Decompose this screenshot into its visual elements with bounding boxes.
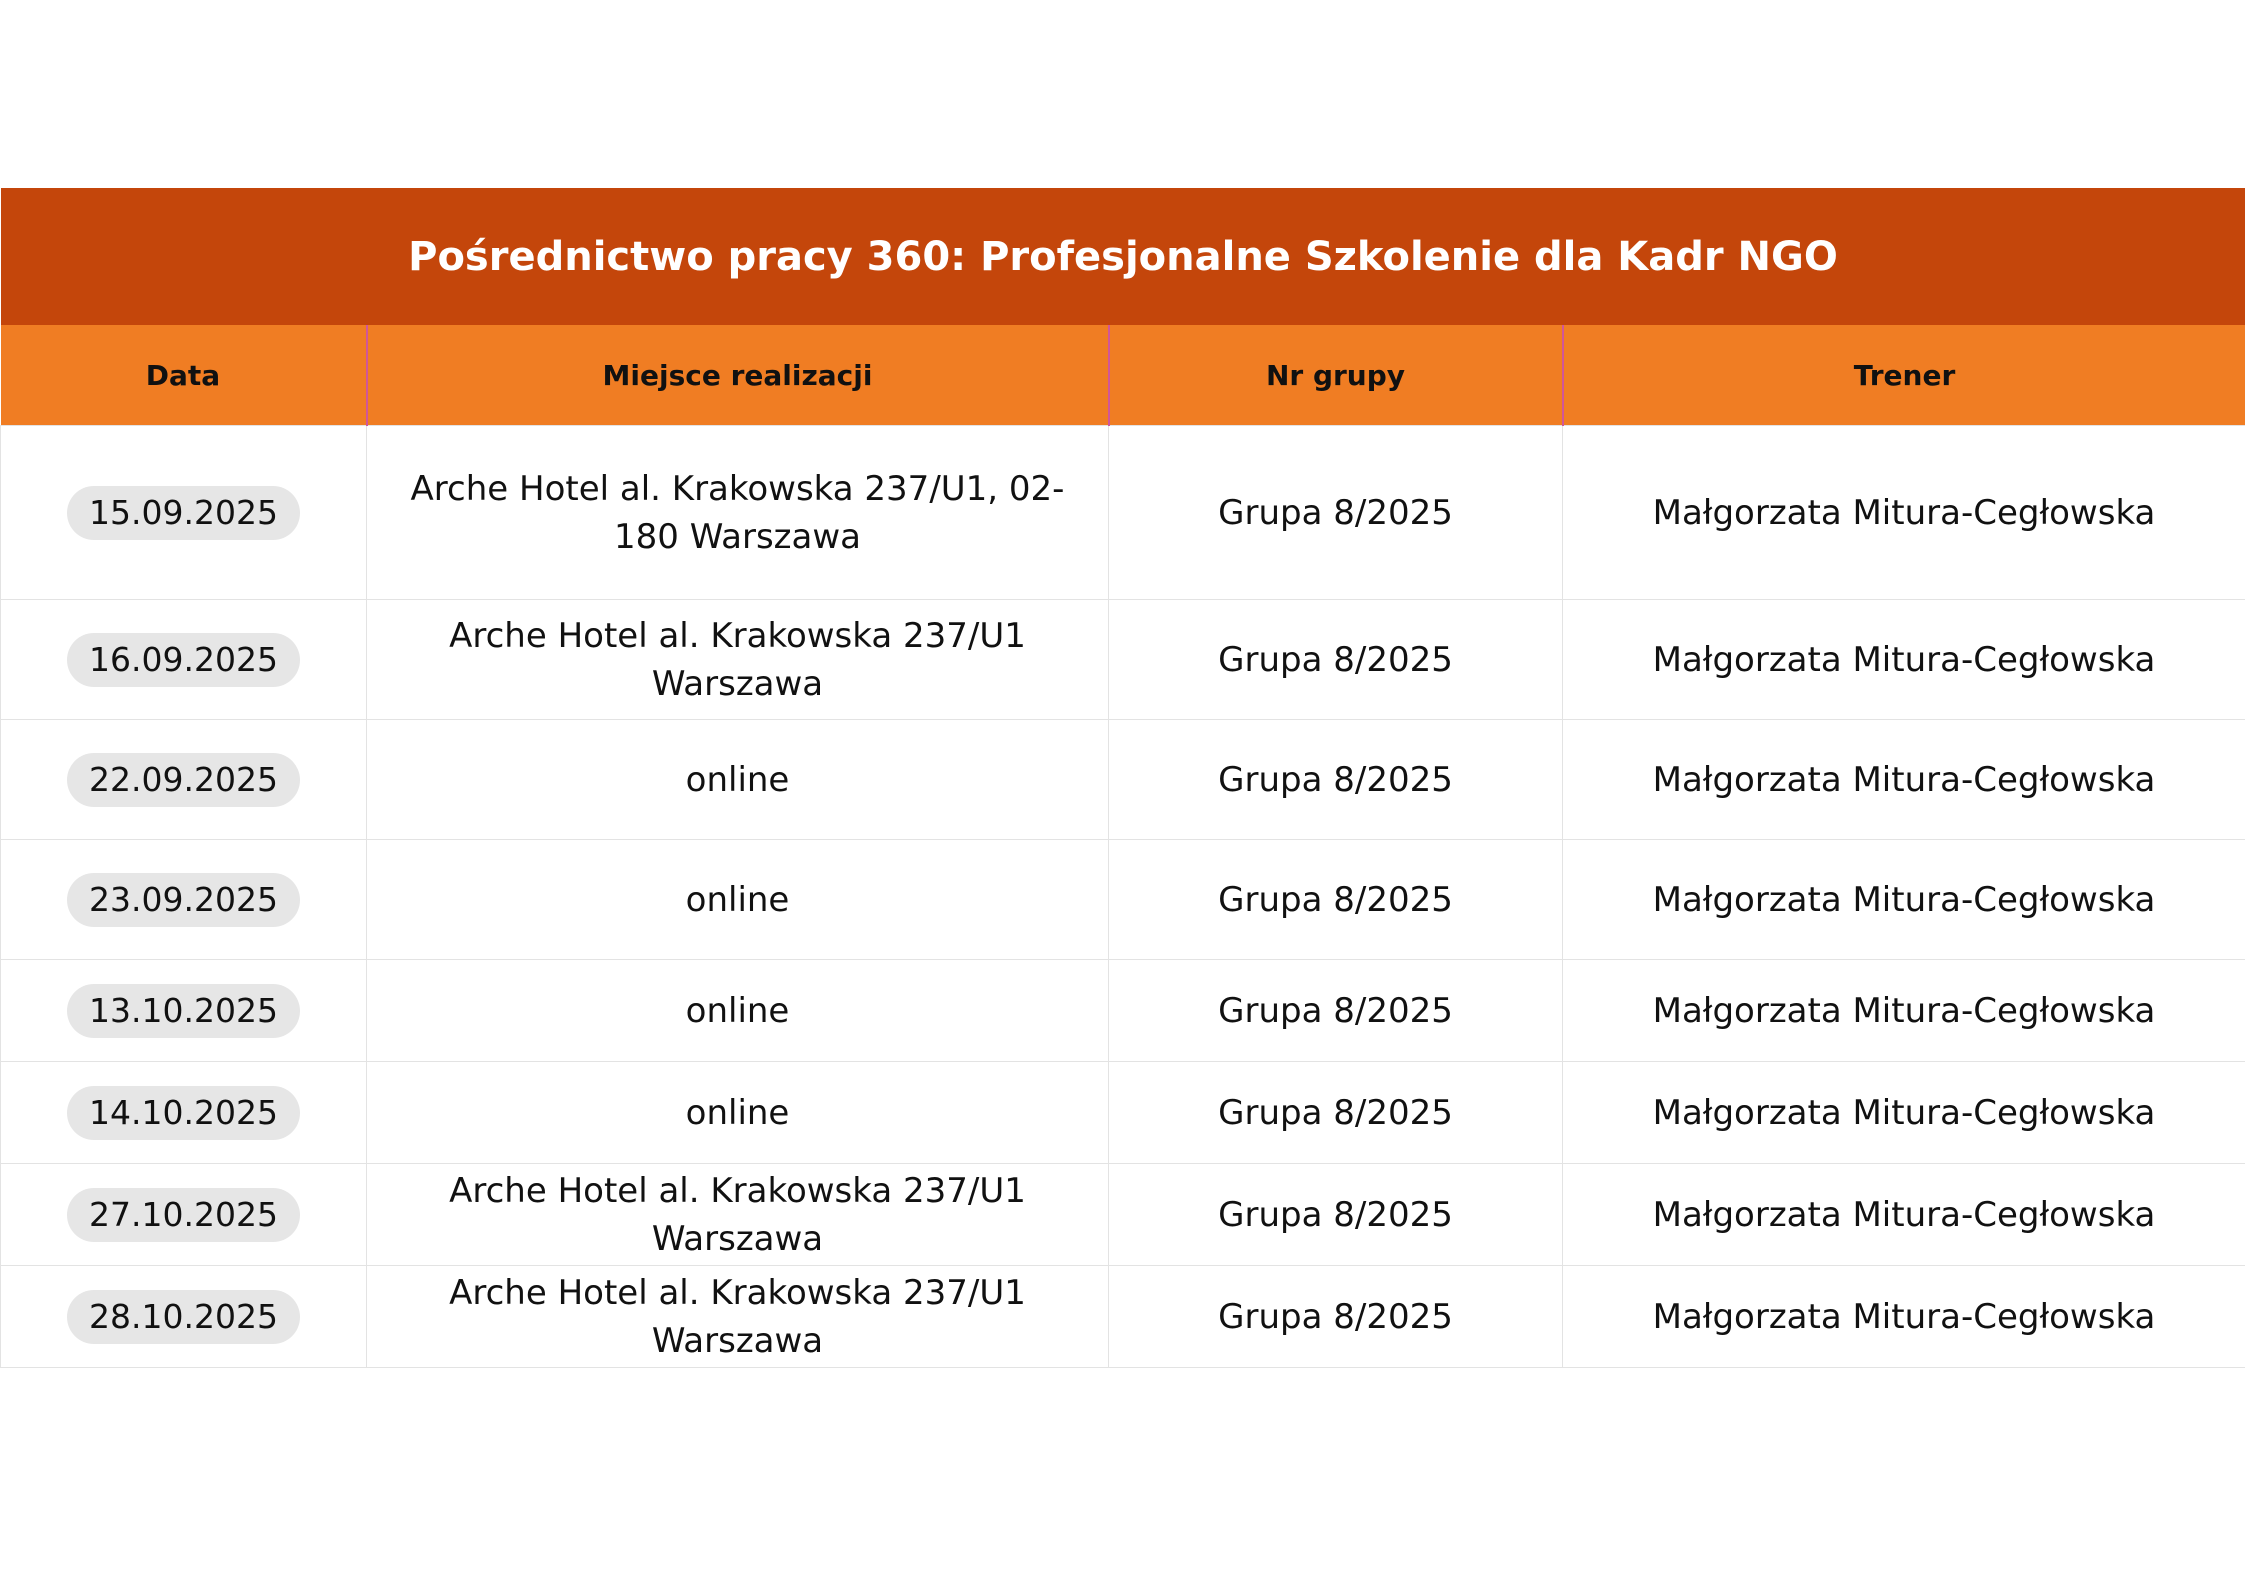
column-header-trainer: Trener [1563, 325, 2245, 426]
date-pill: 22.09.2025 [67, 753, 300, 807]
trainer-cell: Małgorzata Mitura-Cegłowska [1563, 960, 2245, 1062]
column-header-date: Data [1, 325, 367, 426]
trainer-cell: Małgorzata Mitura-Cegłowska [1563, 600, 2245, 720]
place-cell: Arche Hotel al. Krakowska 237/U1 Warszawa [367, 1266, 1109, 1368]
date-pill: 13.10.2025 [67, 984, 300, 1038]
title-row [1, 188, 2245, 325]
group-cell: Grupa 8/2025 [1109, 426, 1563, 600]
date-pill: 28.10.2025 [67, 1290, 300, 1344]
table-row [1, 426, 2245, 600]
table-row [1, 1062, 2245, 1164]
date-cell [1, 600, 367, 720]
date-cell [1, 720, 367, 840]
column-header-group: Nr grupy [1109, 325, 1563, 426]
trainer-cell: Małgorzata Mitura-Cegłowska [1563, 1062, 2245, 1164]
place-cell: Arche Hotel al. Krakowska 237/U1, 02-180 Warszawa [367, 426, 1109, 600]
date-pill: 16.09.2025 [67, 633, 300, 687]
date-pill: 14.10.2025 [67, 1086, 300, 1140]
schedule-table [0, 188, 2245, 1368]
place-cell: online [367, 720, 1109, 840]
date-cell [1, 1266, 367, 1368]
group-cell: Grupa 8/2025 [1109, 720, 1563, 840]
trainer-cell: Małgorzata Mitura-Cegłowska [1563, 1164, 2245, 1266]
date-pill: 15.09.2025 [67, 486, 300, 540]
table-row [1, 1164, 2245, 1266]
place-cell: online [367, 1062, 1109, 1164]
place-cell: online [367, 960, 1109, 1062]
group-cell: Grupa 8/2025 [1109, 1164, 1563, 1266]
group-cell: Grupa 8/2025 [1109, 1062, 1563, 1164]
table-row [1, 720, 2245, 840]
column-header-place: Miejsce realizacji [367, 325, 1109, 426]
table-row [1, 600, 2245, 720]
date-cell [1, 426, 367, 600]
date-cell [1, 1062, 367, 1164]
trainer-cell: Małgorzata Mitura-Cegłowska [1563, 720, 2245, 840]
header-row [1, 325, 2245, 426]
date-pill: 23.09.2025 [67, 873, 300, 927]
table-row [1, 840, 2245, 960]
trainer-cell: Małgorzata Mitura-Cegłowska [1563, 840, 2245, 960]
table-row [1, 1266, 2245, 1368]
group-cell: Grupa 8/2025 [1109, 600, 1563, 720]
place-cell: Arche Hotel al. Krakowska 237/U1 Warszawa [367, 1164, 1109, 1266]
place-cell: online [367, 840, 1109, 960]
date-pill: 27.10.2025 [67, 1188, 300, 1242]
date-cell [1, 840, 367, 960]
group-cell: Grupa 8/2025 [1109, 840, 1563, 960]
date-cell [1, 1164, 367, 1266]
date-cell [1, 960, 367, 1062]
table-row [1, 960, 2245, 1062]
table-title: Pośrednictwo pracy 360: Profesjonalne Szkolenie dla Kadr NGO [1, 188, 2245, 325]
trainer-cell: Małgorzata Mitura-Cegłowska [1563, 1266, 2245, 1368]
group-cell: Grupa 8/2025 [1109, 1266, 1563, 1368]
place-cell: Arche Hotel al. Krakowska 237/U1 Warszawa [367, 600, 1109, 720]
trainer-cell: Małgorzata Mitura-Cegłowska [1563, 426, 2245, 600]
group-cell: Grupa 8/2025 [1109, 960, 1563, 1062]
